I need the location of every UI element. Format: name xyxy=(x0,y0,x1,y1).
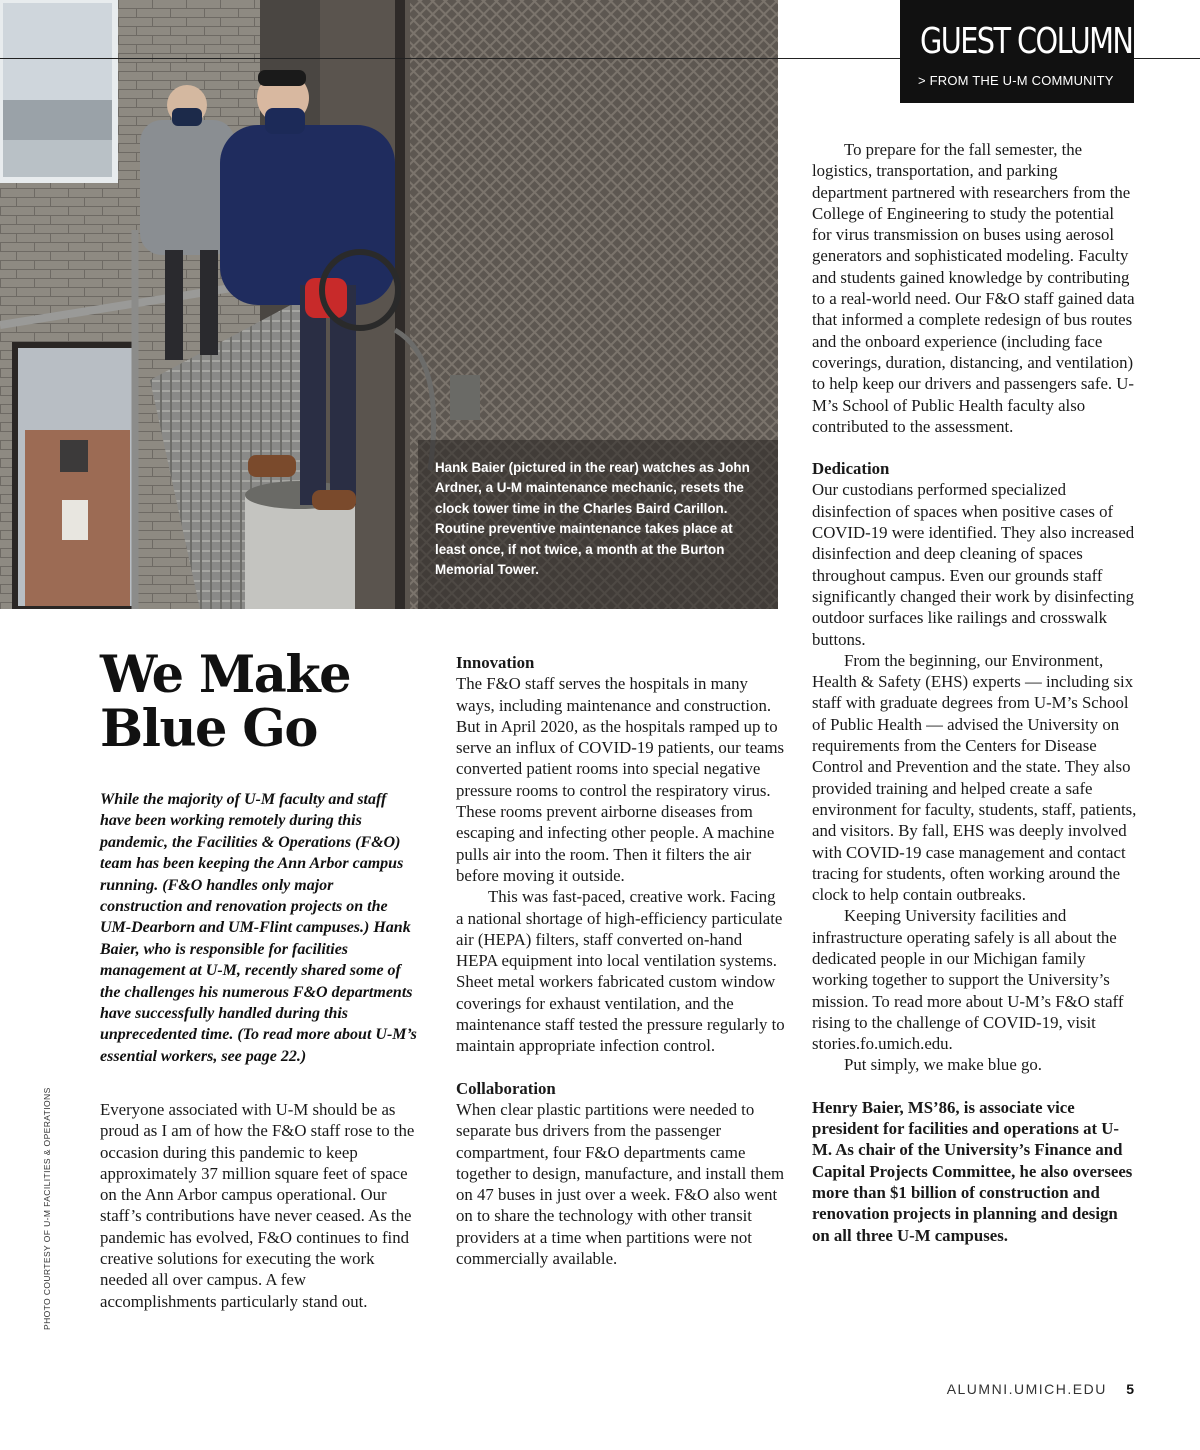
footer-site: ALUMNI.UMICH.EDU xyxy=(946,1381,1107,1397)
section-title: GUEST COLUMN xyxy=(920,21,1133,62)
paragraph: Our custodians performed specialized disinfection of spaces when positive cases of COVID-19 were identified. They also increased disinfection and deep cleaning of spaces throughout campus. Even our grounds staff significantly changed their work by disinfecting outdoor surfaces like railings and crosswalk buttons. xyxy=(812,480,1135,649)
article-column-2 xyxy=(456,652,786,1269)
article-headline: We Make Blue Go xyxy=(100,645,351,759)
article-intro: While the majority of U-M faculty and staff have been working remotely during this pandemic, the Facilities & Operations (F&O) team has been keeping the Ann Arbor campus running. (F&O handles only major construction and renovation projects on the UM-Dearborn and UM-Flint campuses.) Hank Baier, who is responsible for facilities management at U-M, recently shared some of the challenges his numerous F&O departments have successfully handled during this unprecedented time. (To read more about U-M’s essential workers, see page 22.) xyxy=(100,791,417,1065)
paragraph: When clear plastic partitions were needed to separate bus drivers from the passenger compartment, four F&O departments came together to design, manufacture, and install them on 47 buses in just over a week. F&O also went on to share the technology with other transit providers at a time when partitions were not commercially available. xyxy=(456,1099,785,1269)
paragraph: Everyone associated with U-M should be as proud as I am of how the F&O staff rose to the occasion during this pandemic to keep approximately 37 million square feet of space on the Ann Arbor campus operational. Our staff’s contributions have never ceased. As the pandemic has evolved, F&O continues to find creative solutions for executing the work needed all over campus. A few accomplishments particularly stand out. xyxy=(100,1100,415,1311)
section-tag xyxy=(900,0,1134,103)
paragraph: The F&O staff serves the hospitals in many ways, including maintenance and construction. But in April 2020, as the hospitals ramped up to serve an influx of COVID-19 patients, our teams converted patient rooms into special negative pressure rooms to control the respiratory virus. These rooms prevent airborne diseases from escaping and infecting other people. A machine pulls air into the room. Then it filters the air before moving it outside. xyxy=(456,674,785,885)
subhead-dedication: Dedication xyxy=(812,459,890,479)
photo-caption: Hank Baier (pictured in the rear) watches as John Ardner, a U-M maintenance mechanic, resets the clock tower time in the Charles Baird Carillon. Routine preventive maintenance takes place at least once, if not twice, a month at the Burton Memorial Tower. xyxy=(435,460,750,578)
closing-line: Put simply, we make blue go. xyxy=(844,1055,1042,1075)
paragraph: This was fast-paced, creative work. Facing a national shortage of high-efficiency particulate air (HEPA) filters, staff converted on-hand HEPA equipment into local ventilation systems. Sheet metal workers fabricated custom window coverings for exhaust ventilation, and the maintenance staff tested the pressure regularly to maintain appropriate infection control. xyxy=(456,887,785,1056)
page-number: 5 xyxy=(1126,1381,1134,1397)
paragraph: Keeping University facilities and infrastructure operating safely is all about the dedicated people in our Michigan family working together to support the University’s mission. To read more about U-M’s F&O staff rising to the challenge of COVID-19, visit stories.fo.umich.edu. xyxy=(812,906,1124,1054)
paragraph: To prepare for the fall semester, the logistics, transportation, and parking department partnered with researchers from the College of Engineering to study the potential for virus transmission on buses using aerosol generators and sophisticated modeling. Faculty and students gained knowledge by contributing to a real-world need. Our F&O staff gained data that informed a complete redesign of bus routes and the onboard experience (including face coverings, duration, distancing, and ventilation) to help keep our drivers and passengers safe. U-M’s School of Public Health faculty also contributed to the assessment. xyxy=(812,140,1135,436)
section-subtitle: > FROM THE U-M COMMUNITY xyxy=(918,73,1114,88)
subhead-innovation: Innovation xyxy=(456,653,535,672)
subhead-collaboration: Collaboration xyxy=(456,1078,556,1098)
paragraph: From the beginning, our Environment, Health & Safety (EHS) experts — including six staff with graduate degrees from U-M’s School of Public Health — advised the University on requirements from the Centers for Disease Control and Prevention and the state. They also provided training and helped create a safe environment for faculty, students, staff, patients, and visitors. By fall, EHS was deeply involved with COVID-19 case management and contact tracing for students, often working around the clock to help contain outbreaks. xyxy=(812,650,1137,905)
author-bio: Henry Baier, MS’86, is associate vice president for facilities and operations at U-M. As chair of the University’s Finance and Capital Projects Committee, he also oversees more than $1 billion of construction and renovation projects in planning and design on all three U-M campuses. xyxy=(812,1097,1133,1245)
page-footer xyxy=(947,1381,1134,1397)
article-column-3 xyxy=(812,139,1137,1246)
photo-credit: PHOTO COURTESY OF U-M FACILITIES & OPERATIONS xyxy=(42,1087,52,1330)
article-column-1 xyxy=(100,1099,415,1312)
